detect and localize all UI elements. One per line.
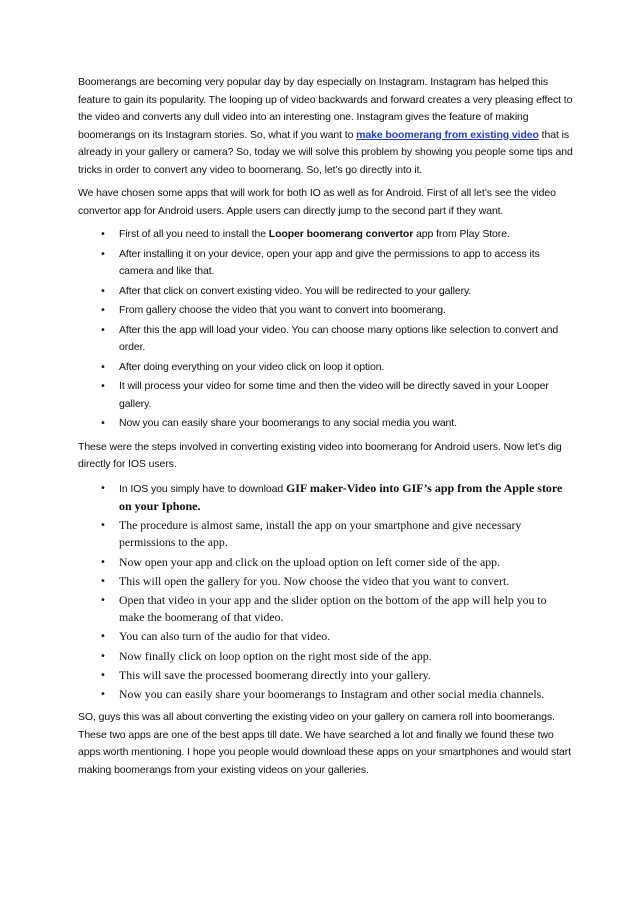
step-text: In IOS you simply have to download	[119, 482, 286, 495]
intro-paragraph	[78, 74, 573, 179]
intro-text-end: that is already in your gallery or camera? So, today we will solve this problem by showing you people some tips and tricks in order to convert any video to boomerang. So, let’s go directly into it.	[78, 128, 573, 176]
step-text: First of all you need to install the	[119, 228, 269, 240]
step-text: Open that video in your app and the slider option on the bottom of the app will help you to make the boomerang of that video.	[119, 593, 547, 625]
bullet-icon: •	[100, 324, 106, 336]
bullet-icon: •	[100, 482, 106, 494]
step-text: Now you can easily share your boomerangs to any social media you want.	[119, 417, 457, 429]
list-item	[78, 480, 573, 516]
list-item	[78, 686, 573, 703]
make-boomerang-link[interactable]: make boomerang from existing video	[356, 128, 539, 141]
bullet-icon: •	[100, 689, 106, 701]
list-item	[78, 226, 573, 244]
bullet-icon: •	[100, 229, 106, 240]
conclusion-paragraph: SO, guys this was all about converting the existing video on your gallery on camera roll into boomerangs. These two apps are one of the best apps till date. We have searched a lot and finally we found these two apps worth mentioning. I hope you people would download these apps on your smartphones and would start making boomerangs from your existing videos on your galleries.	[78, 711, 571, 776]
step-text: This will save the processed boomerang directly into your gallery.	[119, 667, 431, 682]
step-text: From gallery choose the video that you want to convert into boomerang.	[119, 304, 446, 316]
list-item	[78, 554, 573, 571]
step-text: After installing it on your device, open your app and give the permissions to app to access its camera and like that.	[119, 247, 540, 277]
bullet-icon: •	[100, 650, 106, 662]
step-text: app from Play Store.	[413, 228, 510, 240]
transition-paragraph: These were the steps involved in converting existing video into boomerang for Android users. Now let’s dig directly for IOS users.	[78, 440, 562, 470]
step-text: Now you can easily share your boomerangs to Instagram and other social media channels.	[119, 687, 545, 702]
bullet-icon: •	[100, 595, 106, 607]
bullet-icon: •	[100, 361, 106, 373]
step-text: After that click on convert existing video. You will be redirected to your gallery.	[119, 284, 472, 297]
step-text: The procedure is almost same, install the app on your smartphone and give necessary permissions to the app.	[119, 518, 522, 550]
step-text: Now finally click on loop option on the right most side of the app.	[119, 648, 432, 663]
step-text: Now open your app and click on the upload option on left corner side of the app.	[119, 554, 501, 569]
step-text: This will open the gallery for you. Now choose the video that you want to convert.	[119, 573, 510, 588]
list-item	[78, 246, 573, 281]
bullet-icon: •	[100, 248, 106, 260]
list-item	[78, 283, 573, 301]
bullet-icon: •	[100, 556, 106, 568]
intro-text-start: Boomerangs are becoming very popular day by day especially on Instagram. Instagram has helped this feature to gain its popularity. The looping up of video backwards and forward creates a very pleasing effect to the video and converts any dull video into an interesting one. Instagram gives the feature of making boomerangs on its Instagram stories. So, what if you want to	[78, 76, 573, 141]
step-text: After this the app will load your video. You can choose many options like selection to convert and order.	[119, 323, 559, 353]
bullet-icon: •	[100, 381, 106, 392]
list-item	[78, 648, 573, 665]
ios-steps-list	[78, 480, 573, 704]
step-text: You can also turn of the audio for that video.	[119, 629, 331, 644]
bullet-icon: •	[100, 418, 106, 429]
bullet-icon: •	[100, 631, 106, 643]
step-text: After doing everything on your video click on loop it option.	[119, 360, 385, 373]
list-item	[78, 415, 573, 433]
apps-paragraph: We have chosen some apps that will work for both IO as well as for Android. First of all let’s see the video convertor app for Android users. Apple users can directly jump to the second part if they want.	[78, 187, 556, 217]
list-item	[78, 378, 573, 413]
list-item	[78, 517, 573, 551]
bullet-icon: •	[100, 285, 106, 297]
list-item	[78, 592, 573, 626]
list-item	[78, 628, 573, 645]
bullet-icon: •	[100, 575, 106, 587]
list-item	[78, 667, 573, 684]
step-text: It will process your video for some time and then the video will be directly saved in your Looper gallery.	[119, 380, 549, 410]
list-item	[78, 302, 573, 320]
android-steps-list	[78, 226, 573, 433]
app-name: GIF maker-Video into GIF’s app from the Apple store on your Iphone.	[119, 480, 563, 513]
bullet-icon: •	[100, 305, 106, 316]
list-item	[78, 573, 573, 590]
list-item	[78, 322, 573, 357]
bullet-icon: •	[100, 669, 106, 681]
app-name: Looper boomerang convertor	[268, 228, 414, 240]
list-item	[78, 359, 573, 377]
bullet-icon: •	[100, 520, 106, 532]
